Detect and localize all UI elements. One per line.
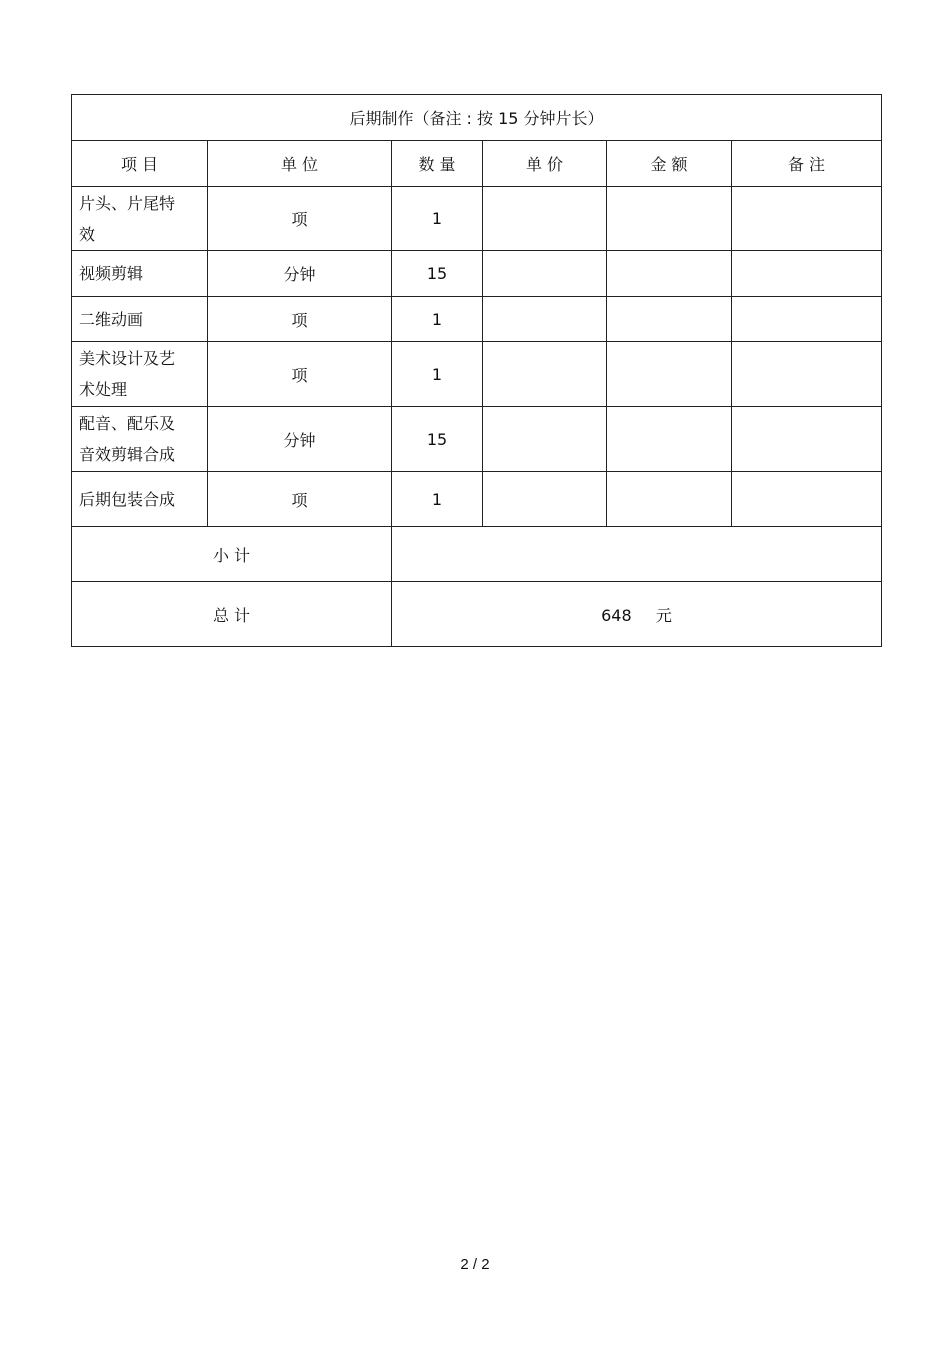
table-row (72, 407, 882, 472)
row-unit: 项 (208, 472, 392, 527)
row-item (72, 187, 208, 251)
row-note (732, 342, 882, 407)
row-unit: 分钟 (208, 407, 392, 472)
header-unit: 单 位 (208, 141, 392, 187)
row-quantity: 1 (392, 472, 483, 527)
row-amount (607, 472, 732, 527)
table-row (72, 251, 882, 297)
row-item-line: 音效剪辑合成 (79, 445, 176, 464)
subtotal-label: 小 计 (72, 527, 392, 582)
header-quantity: 数 量 (392, 141, 483, 187)
row-unit: 项 (208, 342, 392, 407)
row-item-line: 术处理 (79, 380, 128, 399)
row-item (72, 407, 208, 472)
page-number: 2 / 2 (460, 1256, 490, 1273)
row-unit-price (483, 187, 607, 251)
row-item-line: 二维动画 (79, 309, 144, 329)
total-row (72, 582, 882, 647)
row-unit-price (483, 251, 607, 297)
table-row (72, 187, 882, 251)
subtotal-row (72, 527, 882, 582)
total-cell (392, 582, 882, 647)
row-item-line: 视频剪辑 (79, 264, 144, 283)
row-unit-price (483, 297, 607, 342)
row-item (72, 342, 208, 407)
row-unit-price (483, 342, 607, 407)
row-amount (607, 342, 732, 407)
row-amount (607, 187, 732, 251)
row-quantity: 1 (392, 297, 483, 342)
post-production-quote-table (71, 94, 882, 647)
row-note (732, 187, 882, 251)
header-unit-price: 单 价 (483, 141, 607, 187)
row-quantity: 15 (392, 407, 483, 472)
table-title: 后期制作（备注 : 按 15 分钟片长） (72, 95, 882, 141)
row-quantity: 15 (392, 251, 483, 297)
table-row (72, 297, 882, 342)
table-header-row (72, 141, 882, 187)
row-unit: 分钟 (208, 251, 392, 297)
row-item (72, 297, 208, 342)
row-unit-price (483, 472, 607, 527)
row-amount (607, 251, 732, 297)
row-note (732, 297, 882, 342)
row-item-line: 美术设计及艺 (79, 349, 176, 368)
total-label: 总 计 (72, 582, 392, 647)
row-note (732, 407, 882, 472)
row-unit-price (483, 407, 607, 472)
row-unit: 项 (208, 297, 392, 342)
table-row (72, 342, 882, 407)
row-item-line: 效 (79, 224, 96, 244)
row-item-line: 后期包装合成 (79, 489, 176, 509)
row-note (732, 251, 882, 297)
row-note (732, 472, 882, 527)
row-item-line: 配音、配乐及 (79, 414, 176, 433)
header-item: 项 目 (72, 141, 208, 187)
header-note: 备 注 (732, 141, 882, 187)
row-item (72, 251, 208, 297)
total-unit: 元 (655, 605, 672, 625)
row-item (72, 472, 208, 527)
table-title-row (72, 95, 882, 141)
row-item-line: 片头、片尾特 (79, 193, 176, 213)
row-amount (607, 297, 732, 342)
row-quantity: 1 (392, 342, 483, 407)
subtotal-value (392, 527, 882, 582)
row-amount (607, 407, 732, 472)
row-unit: 项 (208, 187, 392, 251)
total-value: 648 (601, 605, 632, 625)
table-row (72, 472, 882, 527)
row-quantity: 1 (392, 187, 483, 251)
header-amount: 金 额 (607, 141, 732, 187)
